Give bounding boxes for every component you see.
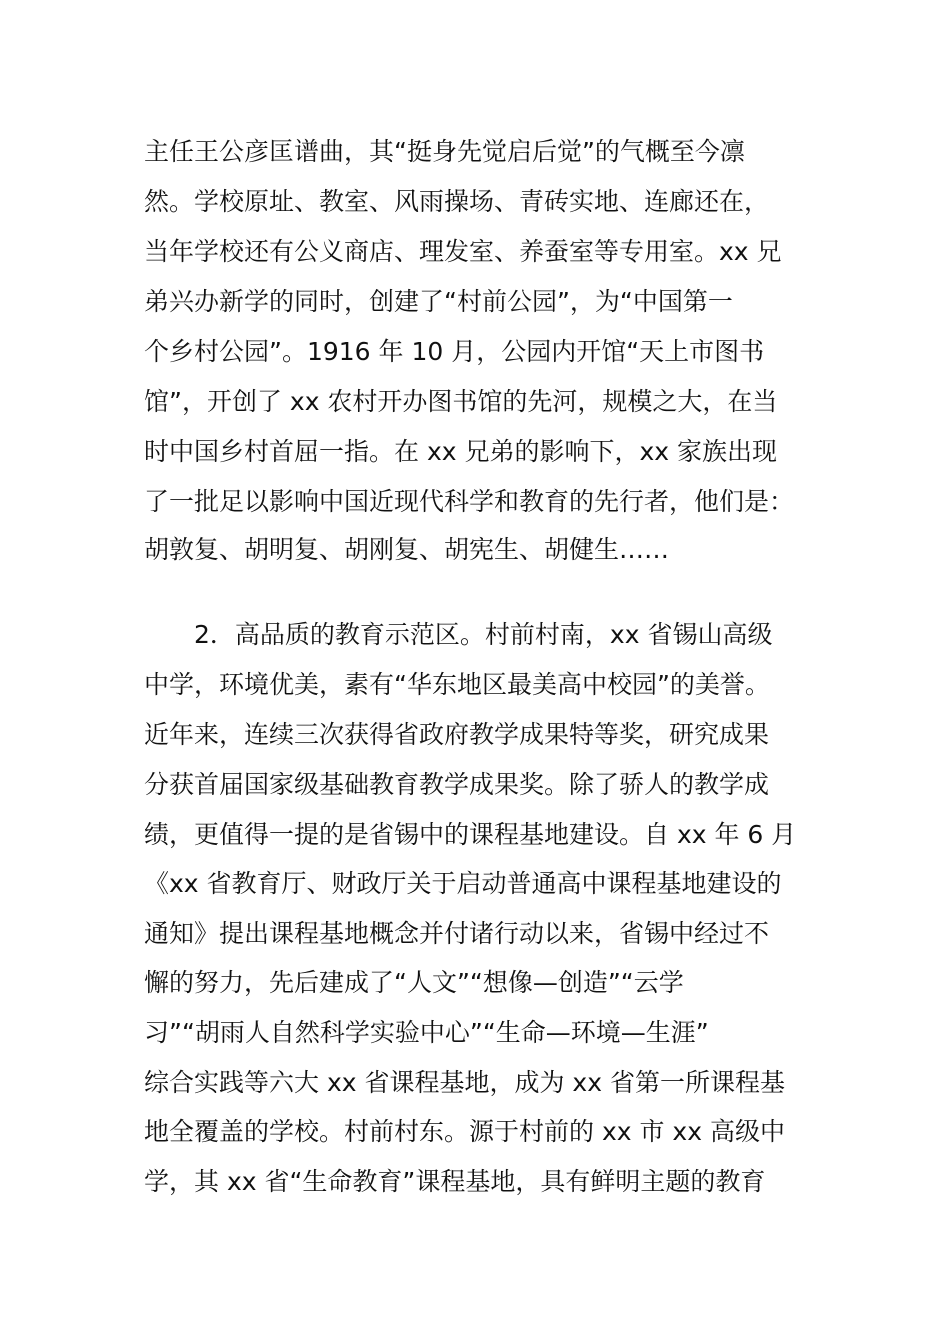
paragraph-1-line-9: 胡敦复、胡明复、胡刚复、胡宪生、胡健生…… [144, 535, 670, 564]
paragraph-1-line-8: 了一批足以影响中国近现代科学和教育的先行者，他们是： [144, 487, 795, 516]
paragraph-1-line-7: 时中国乡村首屈一指。在 xx 兄弟的影响下，xx 家族出现 [144, 437, 778, 466]
paragraph-2-line-9: 习”“胡雨人自然科学实验中心”“生命—环境—生涯” [144, 1018, 709, 1047]
paragraph-1-line-4: 弟兴办新学的同时，创建了“村前公园”，为“中国第一 [144, 287, 733, 316]
paragraph-1-line-3: 当年学校还有公义商店、理发室、养蚕室等专用室。xx 兄 [144, 237, 782, 266]
paragraph-2-line-7: 通知》提出课程基地概念并付诸行动以来，省锡中经过不 [144, 919, 770, 948]
paragraph-2-line-4: 分获首届国家级基础教育教学成果奖。除了骄人的教学成 [144, 770, 770, 799]
paragraph-2-line-1: 2．高品质的教育示范区。村前村南，xx 省锡山高级 [194, 620, 773, 649]
paragraph-2-line-10: 综合实践等六大 xx 省课程基地，成为 xx 省第一所课程基 [144, 1068, 785, 1097]
paragraph-1-line-5: 个乡村公园”。1916 年 10 月，公园内开馆“天上市图书 [144, 337, 765, 366]
paragraph-2-line-5: 绩，更值得一提的是省锡中的课程基地建设。自 xx 年 6 月 [144, 820, 797, 849]
paragraph-2-line-8: 懈的努力，先后建成了“人文”“想像—创造”“云学 [144, 968, 684, 997]
paragraph-2-line-11: 地全覆盖的学校。村前村东。源于村前的 xx 市 xx 高级中 [144, 1117, 785, 1146]
paragraph-2-line-12: 学，其 xx 省“生命教育”课程基地，具有鲜明主题的教育 [144, 1167, 766, 1196]
paragraph-2-line-6: 《xx 省教育厅、财政厅关于启动普通高中课程基地建设的 [144, 869, 782, 898]
paragraph-1-line-1: 主任王公彦匡谱曲，其“挺身先觉启后觉”的气概至今凛 [144, 137, 745, 166]
paragraph-1-line-2: 然。学校原址、教室、风雨操场、青砖实地、连廊还在， [144, 187, 770, 216]
paragraph-1-line-6: 馆”，开创了 xx 农村开办图书馆的先河，规模之大，在当 [144, 387, 778, 416]
paragraph-2-line-3: 近年来，连续三次获得省政府教学成果特等奖，研究成果 [144, 720, 770, 749]
paragraph-2-line-2: 中学，环境优美，素有“华东地区最美高中校园”的美誉。 [144, 670, 770, 699]
